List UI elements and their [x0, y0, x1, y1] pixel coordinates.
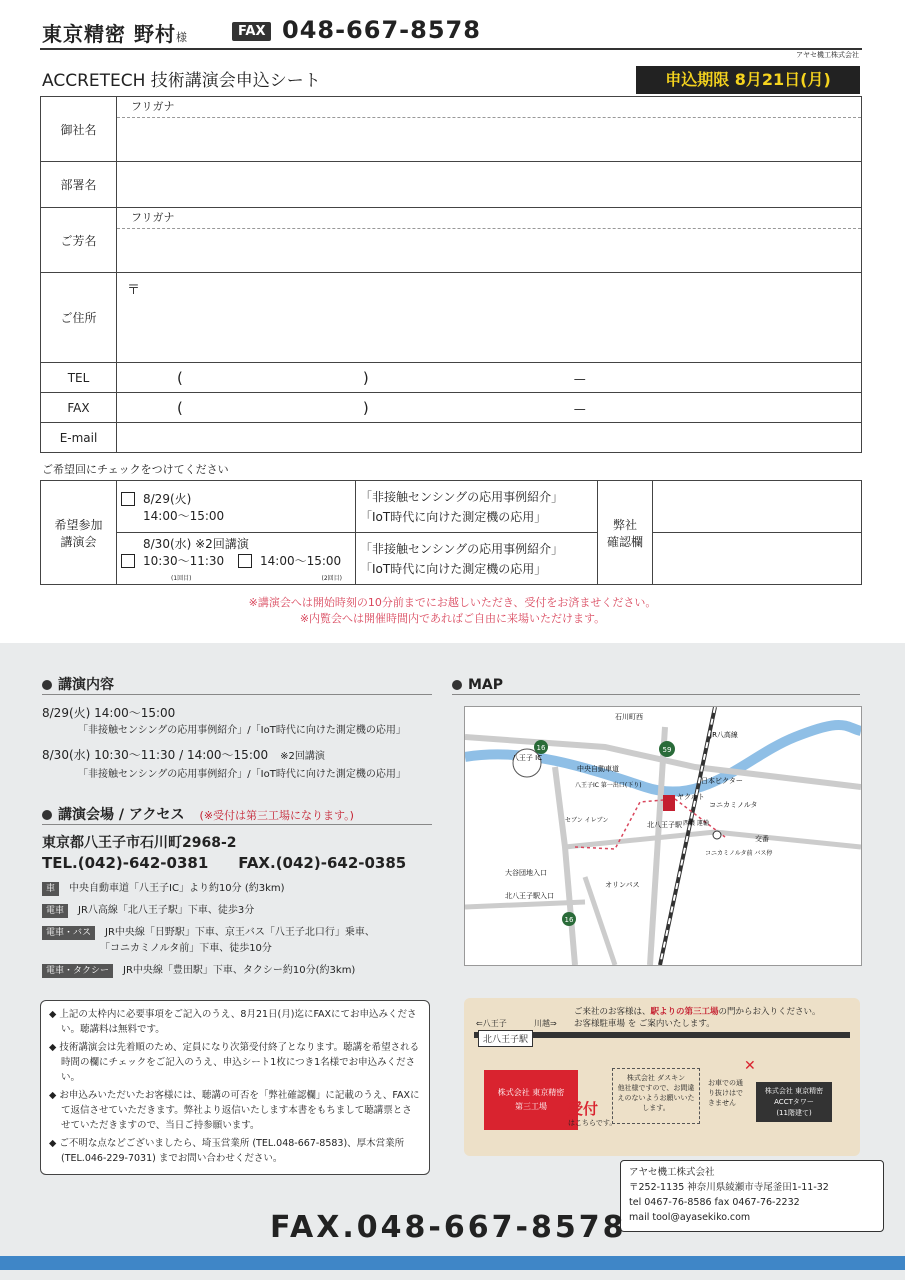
svg-text:大谷団地入口: 大谷団地入口	[505, 869, 547, 877]
address-label: ご住所	[41, 273, 117, 363]
svg-text:16: 16	[536, 744, 546, 752]
application-form	[40, 96, 862, 453]
session-2: 8/30(水) ※2回講演 10:30～11:30 14:00～15:00 (1回目) (2回目)	[117, 533, 356, 585]
svg-text:59: 59	[662, 746, 672, 754]
venue-tel: TEL.(042)-642-0381 FAX.(042)-642-0385	[42, 854, 407, 872]
session-1-checkbox[interactable]	[121, 492, 135, 506]
session-1: 8/29(火) 14:00～15:00	[117, 481, 356, 533]
svg-text:八王子IC 第一出口(下り): 八王子IC 第一出口(下り)	[575, 782, 642, 789]
access-list: 車 中央自動車道「八王子IC」より約10分 (約3km) 電車 JR八高線「北八王子駅」下車、徒歩3分 電車・バス JR中央線「日野駅」下車、京王バス「八王子北口行」乗車、 「コニカミノルタ前」下車、徒歩10分 電車・タクシー JR中央線「豊田駅」下車、タクシー約10分(約3km)	[42, 878, 432, 982]
svg-text:交番: 交番	[755, 835, 769, 843]
sheet-title: ACCRETECH 技術講演会申込シート	[42, 71, 321, 91]
recipient-name: 東京精密 野村様	[42, 22, 188, 46]
svg-text:北八王子駅入口: 北八王子駅入口	[505, 892, 554, 900]
session-2b-checkbox[interactable]	[238, 554, 252, 568]
no-entry-mark: ✕	[744, 1058, 756, 1074]
tel-label: TEL	[41, 363, 117, 393]
company-furigana: フリガナ	[117, 97, 861, 118]
address-field[interactable]	[117, 273, 862, 363]
acct-tower: 株式会社 東京精密 ACCTタワー (11階建て)	[756, 1082, 832, 1122]
footer-fax: FAX.048-667-8578	[270, 1210, 627, 1245]
instructions-box: ◆ 上記の太枠内に必要事項をご記入のうえ、8月21日(月)迄にFAXにてお申込みください。聴講料は無料です。 ◆ 技術講演会は先着順のため、定員になり次第受付終了となります。聴講を希望される時間の欄にチェックをご記入のうえ、申込シート1枚につき1名様でお申込みください。 ◆ お申込みいただいたお客様には、聴講の可否を「弊社確認欄」に記載のうえ、FAXにて返信させていただきます。弊社より返信いたします本書をもちまして聴講票とさせていただきますので、当日ご持参願います。 ◆ ご不明な点などございましたら、埼玉営業所 (TEL.048-667-8583)、厚木営業所 (TEL.046-229-7031) までお問い合わせください。	[40, 1000, 430, 1175]
session-table	[40, 480, 862, 585]
email-field[interactable]	[117, 423, 862, 453]
map-heading: MAP	[452, 674, 503, 693]
factory-3: 株式会社 東京精密 第三工場	[484, 1070, 578, 1130]
fax-field[interactable]: ( ) —	[117, 393, 862, 423]
session-label: 希望参加 講演会	[41, 481, 117, 585]
svg-text:コニカミノルタ前 バス停: コニカミノルタ前 バス停	[705, 850, 773, 857]
svg-text:オリンパス: オリンパス	[605, 881, 640, 889]
company-card: アヤセ機工株式会社 〒252-1135 神奈川県綾瀬市寺尾釜田1-11-32 tel 0467-76-8586 fax 0467-76-2232 mail tool@ayasekiko.com	[620, 1160, 884, 1232]
header-divider	[40, 48, 862, 50]
attendance-notes: ※講演会へは開始時刻の10分前までにお越しいただき、受付をお済ませください。 ※内覧会へは開催時間内であればご自由に来場いただけます。	[248, 596, 657, 625]
name-furigana: フリガナ	[117, 208, 861, 229]
fax-label: FAX	[41, 393, 117, 423]
svg-text:石川町西: 石川町西	[615, 713, 643, 721]
svg-text:コニカミノルタ: コニカミノルタ	[709, 801, 758, 809]
dept-field[interactable]	[117, 162, 862, 208]
session-2a-checkbox[interactable]	[121, 554, 135, 568]
session-1-topics: 「非接触センシングの応用事例紹介」 「IoT時代に向けた測定機の応用」	[356, 481, 598, 533]
svg-text:セブン イレブン: セブン イレブン	[565, 817, 609, 824]
bottom-bar	[0, 1256, 905, 1270]
svg-text:北八王子駅: 北八王子駅	[647, 821, 682, 829]
venue-address: 東京都八王子市石川町2968-2	[42, 835, 237, 851]
email-label: E-mail	[41, 423, 117, 453]
lecture-heading: 講演内容	[42, 674, 114, 694]
svg-text:西濃 運輸: 西濃 運輸	[683, 820, 709, 827]
ayase-small-label: アヤセ機工株式会社	[796, 51, 859, 59]
svg-text:中央自動車道: 中央自動車道	[577, 765, 619, 773]
confirm-cell-2	[653, 533, 862, 585]
tel-field[interactable]: ( ) —	[117, 363, 862, 393]
dept-label: 部署名	[41, 162, 117, 208]
svg-text:16: 16	[564, 916, 574, 924]
fax-number-top: 048-667-8578	[282, 16, 481, 44]
venue-heading: 講演会場 / アクセス (※受付は第三工場になります。)	[42, 804, 354, 824]
confirm-label: 弊社 確認欄	[598, 481, 653, 585]
svg-text:日本ビクター: 日本ビクター	[701, 777, 743, 785]
svg-text:JR八高線: JR八高線	[710, 731, 738, 739]
deadline-badge: 申込期限 8月21日(月)	[636, 66, 860, 94]
reception-label: 受付	[568, 1100, 599, 1118]
company-field[interactable]	[117, 97, 862, 162]
check-note: ご希望回にチェックをつけてください	[42, 463, 229, 476]
session-2-topics: 「非接触センシングの応用事例紹介」 「IoT時代に向けた測定機の応用」	[356, 533, 598, 585]
access-map	[464, 706, 862, 966]
confirm-cell-1	[653, 481, 862, 533]
svg-text:八王子 IC: 八王子 IC	[511, 754, 543, 762]
name-field[interactable]	[117, 208, 862, 273]
company-label: 御社名	[41, 97, 117, 162]
svg-text:ヤクルト: ヤクルト	[677, 793, 705, 801]
name-label: ご芳名	[41, 208, 117, 273]
lecture-schedule: 8/29(火) 14:00～15:00 「非接触センシングの応用事例紹介」/「IoT時代に向けた測定機の応用」 8/30(水) 10:30～11:30 / 14:00～15:00 ※2回講演 「非接触センシングの応用事例紹介」/「IoT時代に向けた測定機の応用」	[42, 706, 406, 780]
factory-guide: ご来社のお客様は、駅よりの第三工場の門からお入りください。 お客様駐車場 を ご案内いたします。 ⇐八王子 川越⇒ 北八王子駅 株式会社 東京精密 第三工場 受付 はこちらです。 株式会社 ダスキン 他社様ですので、お間違えのないようお願いいたします。 お車での通り抜けはできません ✕ 株式会社 東京精密 ACCTタワー (11階建て)	[464, 998, 860, 1156]
fax-badge: FAX	[232, 22, 271, 41]
postal-mark: 〒	[127, 283, 141, 298]
